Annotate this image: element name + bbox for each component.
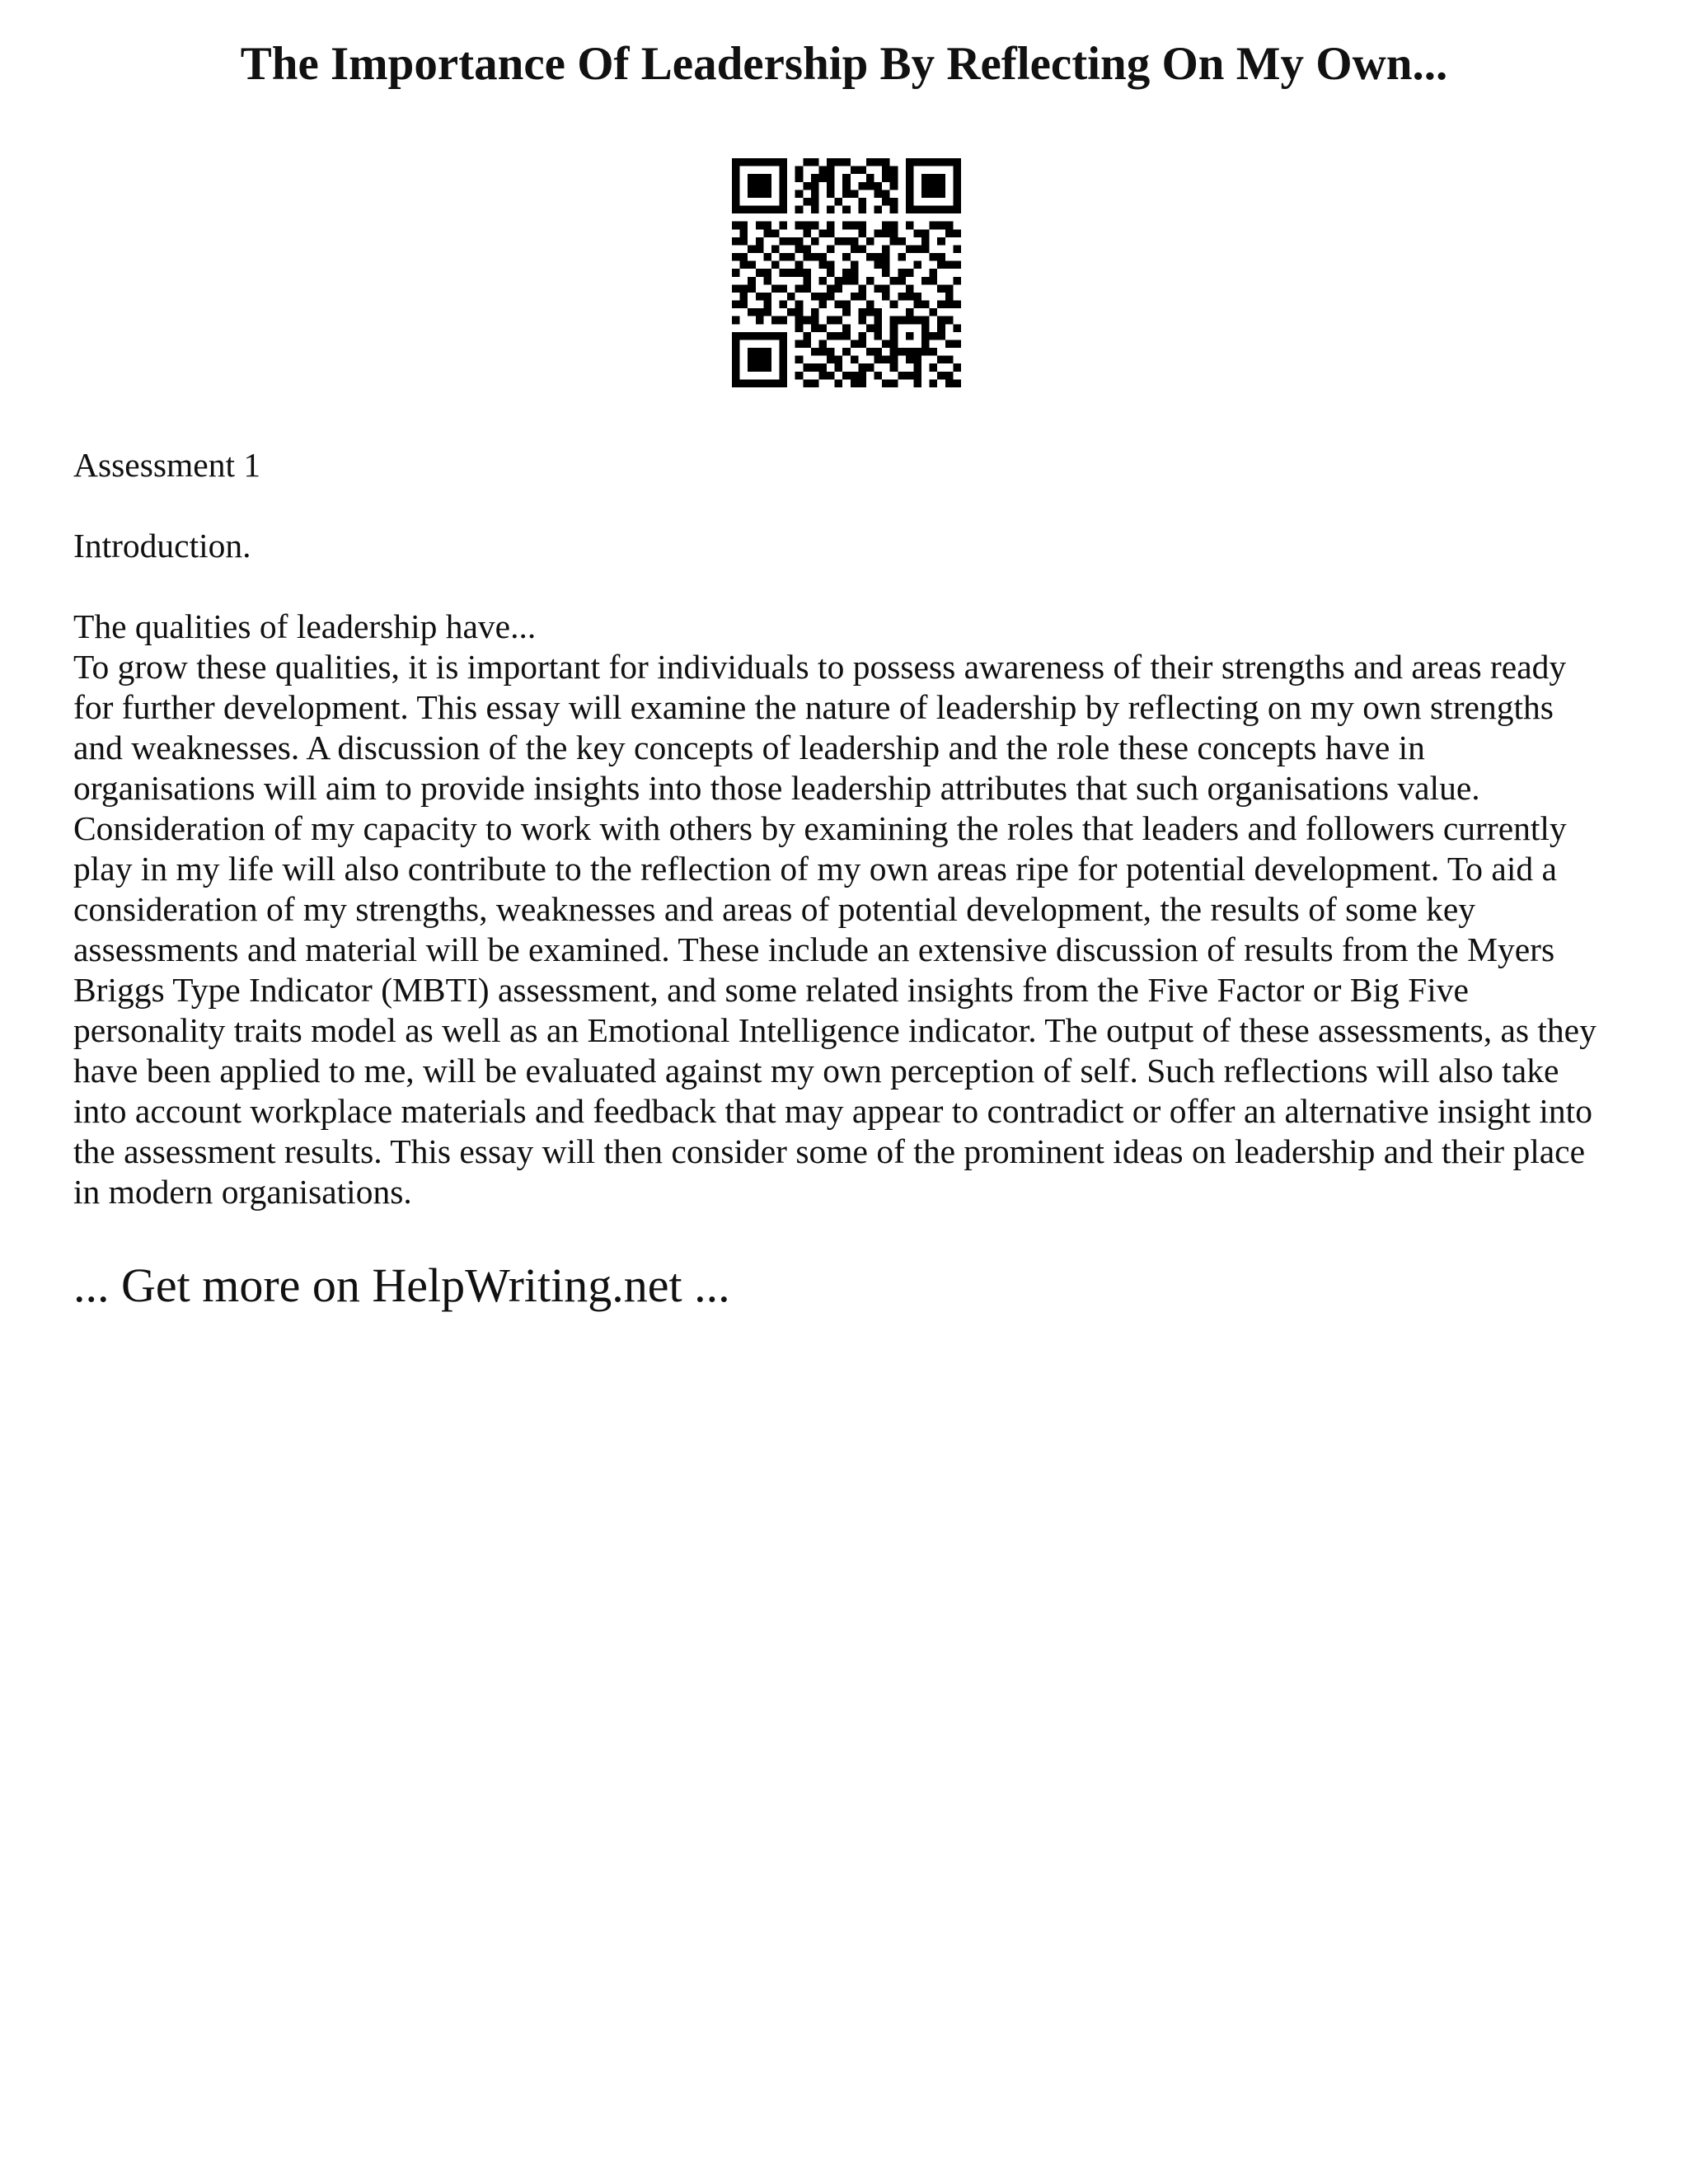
assessment-heading: Assessment 1 — [73, 446, 261, 484]
body-line: have been applied to me, will be evaluated against my own perception of self. Such reflections will also take — [73, 1052, 1559, 1090]
body-line: consideration of my strengths, weaknesses and areas of potential development, the results of some key — [73, 890, 1476, 928]
body-line: for further development. This essay will examine the nature of leadership by reflecting on my own strengths — [73, 688, 1554, 726]
body-line: organisations will aim to provide insights into those leadership attributes that such organisations value. — [73, 769, 1480, 807]
body-line: Briggs Type Indicator (MBTI) assessment, and some related insights from the Five Factor or Big Five — [73, 971, 1469, 1009]
document-title: The Importance Of Leadership By Reflecting On My Own... — [240, 38, 1448, 90]
body-line: in modern organisations. — [73, 1173, 412, 1211]
qr-code-icon[interactable] — [732, 158, 961, 387]
essay-excerpt — [73, 445, 1623, 1212]
lead-line: The qualities of leadership have... — [73, 607, 537, 645]
body-line: assessments and material will be examined. These include an extensive discussion of results from the Myers — [73, 930, 1555, 968]
body-line: To grow these qualities, it is important for individuals to possess awareness of their strengths and areas ready — [73, 648, 1567, 686]
body-line: the assessment results. This essay will then consider some of the prominent ideas on leadership and their place — [73, 1132, 1586, 1170]
introduction-heading: Introduction. — [73, 527, 251, 565]
body-line: Consideration of my capacity to work with others by examining the roles that leaders and followers currently — [73, 809, 1567, 847]
body-line: and weaknesses. A discussion of the key concepts of leadership and the role these concepts have in — [73, 729, 1425, 766]
get-more-link[interactable]: ... Get more on HelpWriting.net ... — [73, 1258, 730, 1312]
body-line: personality traits model as well as an Emotional Intelligence indicator. The output of these assessments, as they — [73, 1011, 1597, 1049]
body-line: play in my life will also contribute to the reflection of my own areas ripe for potential development. To aid a — [73, 850, 1557, 888]
body-paragraph — [73, 647, 1623, 1212]
body-line: into account workplace materials and feedback that may appear to contradict or offer an alternative insight into — [73, 1092, 1592, 1130]
